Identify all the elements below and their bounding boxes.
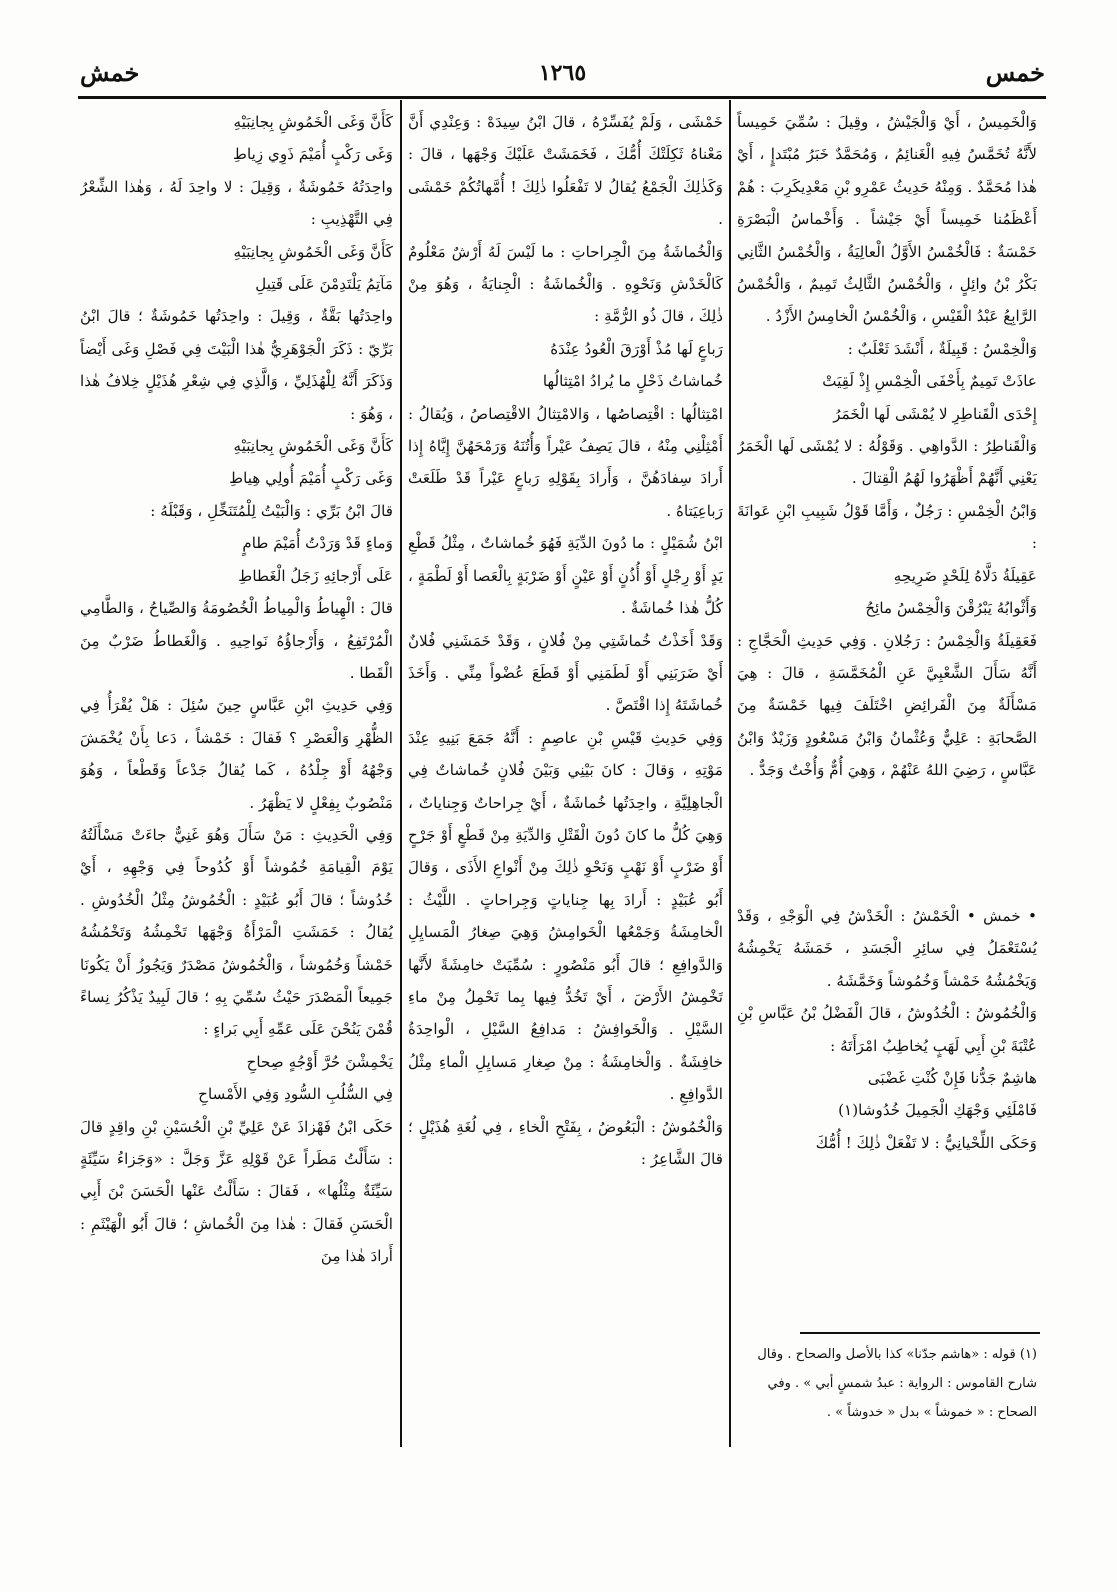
page-number: ١٢٦٥ [538,60,587,86]
column-divider-right [729,100,731,1447]
header-left-word: خمش [80,58,140,87]
header-rule [78,96,1046,99]
right-column-entry-khamsh: • خمش • الْخَمْشُ : الْخَدْشُ فِي الْوَجْهِ ، وَقَدْ يُسْتَعْمَلُ فِي سائِرِ الْجَسَدِ ، خَمَشَهُ يَخْمِشُهُ وَيَخْمُشُهُ خَمْشاً وَخُمُوشاً وَخَمَّشَهُ . وَالْخُمُوشُ : الْخُدُوشُ ، قالَ الْفَضْلُ بْنُ عَبَّاسِ بْنِ عُتْبَةَ بْنِ أَبِي لَهَبٍ يُخاطِبُ امْرَأَتَهُ : هاشِمٌ جَدُّنا فَإِنْ كُنْتِ غَضْبَى فَامْلَئِي وَجْهَكِ الْجَمِيلَ خُدُوشا(١) وَحَكَى اللِّحْيانِيُّ : لا تَفْعَلْ ذٰلِكَ ! أُمُّكَ [737,907,1037,1152]
footnote-rule [800,1332,1040,1334]
column-divider-left [400,100,402,1447]
footnote: (١) قوله : «هاشم جدّنا» كذا بالأصل والصحاح . وقال شارح القاموس : الرواية : عبدُ شمسٍ أبي » . وفي الصحاح : « خموشاً » بدل « خدوشاً » . [757,1347,1037,1420]
left-column-text: كَأَنَّ وَغَى الْخَمُوشِ بِجانِبَيْهِ وَغَى رَكْبٍ أُمَيْمَ ذَوِي زِياطِ واحِدَتُهُ خَمُوشَةٌ ، وَقِيلَ : لا واحِدَ لَهُ ، وَهٰذا الشِّعْرُ فِي التَّهْذِيبِ : كَأَنَّ وَغَى الْخَمُوشِ بِجانِبَيْهِ مَآتِمُ يَلْتَدِمْنَ عَلَى قَتِيلِ واحِدَتُها بَقَّةٌ ، وَقِيلَ : واحِدَتُها خَمُوشَةٌ ؛ قالَ ابْنُ بَرِّيّ : ذَكَرَ الْجَوْهَرِيُّ هٰذا الْبَيْتَ فِي فَصْلِ وَغَى أَيْضاً وَذَكَرَ أَنَّهُ لِلْهُذَلِيِّ ، وَالَّذِي فِي شِعْرِ هُذَيْلٍ خِلافُ هٰذا ، وَهُوَ : كَأَنَّ وَغَى الْخَمُوشِ بِجانِبَيْهِ وَغَى رَكْبٍ أُمَيْمَ أُولِي هِياطِ قالَ ابْنُ بَرِّي : وَالْبَيْتُ لِلْمُتَنَخِّلِ ، وَقَبْلَهُ : وَماءٍ قَدْ وَرَدْتُ أُمَيْمَ طامٍ عَلَى أَرْجائِهِ زَجَلُ الْغَطاطِ قالَ : الْهِياطُ وَالْمِياطُ الْخُصُومَةُ وَالصِّياحُ ، وَالطَّامِي الْمُرْتَفِعُ ، وَأَرْجاؤُهُ نَواحِيهِ . وَالْغَطاطُ ضَرْبٌ مِنَ الْقَطا . وَفِي حَدِيثِ ابْنِ عَبَّاسٍ حِينَ سُئِلَ : هَلْ يُقْرَأُ فِي الظُّهْرِ وَالْعَصْرِ ؟ فَقالَ : خَمْشاً ، دَعا بِأَنْ يُخْمَشَ وَجْهُهُ أَوْ جِلْدُهُ ، كَما يُقالُ جَدْعاً وَقَطْعاً ، وَهُوَ مَنْصُوبٌ بِفِعْلٍ لا يَظْهَرُ . وَفِي الْحَدِيثِ : مَنْ سَأَلَ وَهُوَ غَنِيٌّ جاءَتْ مَسْأَلَتُهُ يَوْمَ الْقِيامَةِ خُمُوشاً أَوْ كُدُوحاً فِي وَجْهِهِ ، أَيْ خُدُوشاً ؛ قالَ أَبُو عُبَيْدٍ : الْخُمُوشُ مِثْلُ الْخُدُوشِ . يُقالُ : خَمَشَتِ الْمَرْأَةُ وَجْهَها تَخْمِشُهُ وَتَخْمُشُهُ خَمْشاً وَخُمُوشاً ، وَالْخُمُوشُ مَصْدَرٌ وَيَجُوزُ أَنْ يَكُونَا جَمِيعاً الْمَصْدَرَ حَيْثُ سُمِّيَ بِهِ ؛ قالَ لَبِيدٌ يَذْكُرُ نِساءً قُمْنَ يَنُحْنَ عَلَى عَمِّهِ أَبِي بَراءٍ : يَخْمِشْنَ حُرَّ أَوْجُهٍ صِحاحِ فِي السُّلُبِ السُّودِ وَفِي الأَمْساحِ حَكَى ابْنُ فَهْزاذَ عَنْ عَلِيِّ بْنِ الْحُسَيْنِ بْنِ واقِدٍ قالَ : سَأَلْتُ مَطَراً عَنْ قَوْلِهِ عَزَّ وَجَلَّ : «وَجَزاءُ سَيِّئَةٍ سَيِّئَةٌ مِثْلُها» ، فَقالَ : سَأَلْتُ عَنْها الْحَسَنَ بْنَ أَبِي الْحَسَنِ فَقالَ : هٰذا مِنَ الْخُماشِ ؛ قالَ أَبُو الْهَيْثَمِ : أَرادَ هٰذا مِنَ [80,113,393,1266]
right-column-text: وَالْخَمِيسُ ، أَيْ وَالْجَيْشُ ، وقِيلَ : سُمِّيَ خَمِيساً لأَنَّهُ تُخَمَّسُ فِيهِ الْغَنائِمُ ، وَمُحَمَّدٌ خَبَرُ مُبْتَدإٍ ، أَيْ هٰذا مُحَمَّدٌ . وَمِنْهُ حَدِيثُ عَمْرِو بْنِ مَعْدِيكَرِبَ : هُمْ أَعْظَمُنا خَمِيساً أَيْ جَيْشاً . وَأَخْماسُ الْبَصْرَةِ خَمْسَةٌ : فَالْخُمْسُ الأَوَّلُ الْعالِيَةُ ، وَالْخُمْسُ الثَّانِي بَكْرُ بْنُ وائِلٍ ، وَالْخُمْسُ الثَّالِثُ تَمِيمٌ ، وَالْخُمْسُ الرَّابِعُ عَبْدُ الْقَيْسِ ، وَالْخُمْسُ الْخامِسُ الأَزْدُ . وَالْخِمْسُ : قَبِيلَةٌ ، أَنْشَدَ ثَعْلَبٌ : عاذَتْ تَمِيمٌ بِأَحْفَى الْخِمْسِ إِذْ لَقِيَتْ إِحْدَى الْقَناطِرِ لا يُمْشَى لَها الْخَمَرُ وَالْقَناطِرُ : الدَّواهِي . وَقَوْلُهُ : لا يُمْشَى لَها الْخَمَرُ يَعْنِي أَنَّهُمْ أَظْهَرُوا لَهُمُ الْقِتالَ . وَابْنُ الْخِمْسِ : رَجُلٌ ، وَأَمَّا قَوْلُ شَبِيبِ ابْنِ عَوانَةَ : عَقِيلَةُ دَلَّاهُ لِلَحْدٍ ضَرِيحِهِ وَأَثْوابُهُ يَبْرُقْنَ وَالْخِمْسُ مائِحُ فَعَقِيلَةُ وَالْخِمْسُ : رَجُلانِ . وَفِي حَدِيثِ الْحَجَّاجِ : أَنَّهُ سَأَلَ الشَّعْبِيَّ عَنِ الْمُخَمَّسَةِ ، قالَ : هِيَ مَسْأَلَةٌ مِنَ الْفَرائِضِ اخْتَلَفَ فِيها خَمْسَةٌ مِنَ الصَّحابَةِ : عَلِيٌّ وَعُثْمانُ وَابْنُ مَسْعُودٍ وَزَيْدٌ وَابْنُ عَبَّاسٍ ، رَضِيَ اللهُ عَنْهُمْ ، وَهِيَ أُمٌّ وَأُخْتٌ وَجَدٌّ . [737,113,1037,780]
header-right-word: خمس [985,58,1045,87]
middle-column-text: خَمْشَى ، وَلَمْ يُفَسِّرْهُ ، قالَ ابْنُ سِيدَهْ : وَعِنْدِي أَنَّ مَعْناهُ ثَكِلَتْكَ أُمُّكَ ، فَخَمَشَتْ عَلَيْكَ وَجْهَها ، قالَ : وَكَذٰلِكَ الْجَمْعُ يُقالُ لا تَفْعَلُوا ذٰلِكَ ! أُمَّهاتُكُمْ خَمْشَى . وَالْخُماشَةُ مِنَ الْجِراحاتِ : ما لَيْسَ لَهُ أَرْشٌ مَعْلُومٌ كَالْخَدْشِ وَنَحْوِهِ . وَالْخُماشَةُ : الْجِنايَةُ ، وَهُوَ مِنْ ذٰلِكَ ، قالَ ذُو الرُّمَّةِ : رَباعٍ لَها مُذْ أَوْرَقَ الْعُودُ عِنْدَهُ خُماشاتُ ذَحْلٍ ما يُرادُ امْتِثالُها امْتِثالُها : اقْتِصاصُها ، وَالامْتِثالُ الاقْتِصاصُ ، وَيُقالُ : أَمْثِلْنِي مِنْهُ ، قالَ يَصِفُ عَيْراً وَأُتُنَهُ وَرَمْحَهُنَّ إِيَّاهُ إِذا أَرادَ سِفادَهُنَّ ، وَأَرادَ بِقَوْلِهِ رَباعٍ عَيْراً قَدْ طَلَعَتْ رَباعِيَتاهُ . ابْنُ شُمَيْلٍ : ما دُونَ الدِّيَةِ فَهُوَ خُماشاتٌ ، مِثْلُ قَطْعِ يَدٍ أَوْ رِجْلٍ أَوْ أُذُنٍ أَوْ عَيْنٍ أَوْ ضَرْبَةٍ بِالْعَصا أَوْ لَطْمَةٍ ، كُلُّ هٰذا خُماشَةٌ . وَقَدْ أَخَذْتُ خُماشَتِي مِنْ فُلانٍ ، وَقَدْ خَمَشَنِي فُلانٌ أَيْ ضَرَبَنِي أَوْ لَطَمَنِي أَوْ قَطَعَ عُضْواً مِنِّي . وَأَخَذَ خُماشَتَهُ إِذا اقْتَصَّ . وَفِي حَدِيثِ قَيْسِ بْنِ عاصِمٍ : أَنَّهُ جَمَعَ بَنِيهِ عِنْدَ مَوْتِهِ ، وَقالَ : كانَ بَيْنِي وَبَيْنَ فُلانٍ خُماشاتٌ فِي الْجاهِلِيَّةِ ، واحِدَتُها خُماشَةٌ ، أَيْ جِراحاتٌ وَجِناياتٌ ، وَهِيَ كُلُّ ما كانَ دُونَ الْقَتْلِ وَالدِّيَةِ مِنْ قَطْعٍ أَوْ جَرْحٍ أَوْ ضَرْبٍ أَوْ نَهْبٍ وَنَحْوِ ذٰلِكَ مِنْ أَنْواعِ الأَذَى ، وَقالَ أَبُو عُبَيْدٍ : أَرادَ بِها جِناياتٍ وَجِراحاتٍ . اللَّيْثُ : الْخامِشَةُ وَجَمْعُها الْخَوامِشُ وَهِيَ صِغارُ الْمَسايِلِ وَالدَّوافِعِ ؛ قالَ أَبُو مَنْصُورٍ : سُمِّيَتْ خامِشَةً لأَنَّها تَخْمِشُ الأَرْضَ ، أَيْ تَخُدُّ فِيها بِما تَحْمِلُ مِنْ ماءِ السَّيْلِ . وَالْخَوافِشُ : مَدافِعُ السَّيْلِ ، الْواحِدَةُ خافِشَةٌ . وَالْخامِشَةُ : مِنْ صِغارِ مَسايِلِ الْماءِ مِثْلُ الدَّوافِعِ . وَالْخُمُوشُ : الْبَعُوضُ ، بِفَتْحِ الْخاءِ ، فِي لُغَةِ هُذَيْلٍ ؛ قالَ الشَّاعِرُ : [408,113,723,1168]
page-header [80,58,1045,98]
